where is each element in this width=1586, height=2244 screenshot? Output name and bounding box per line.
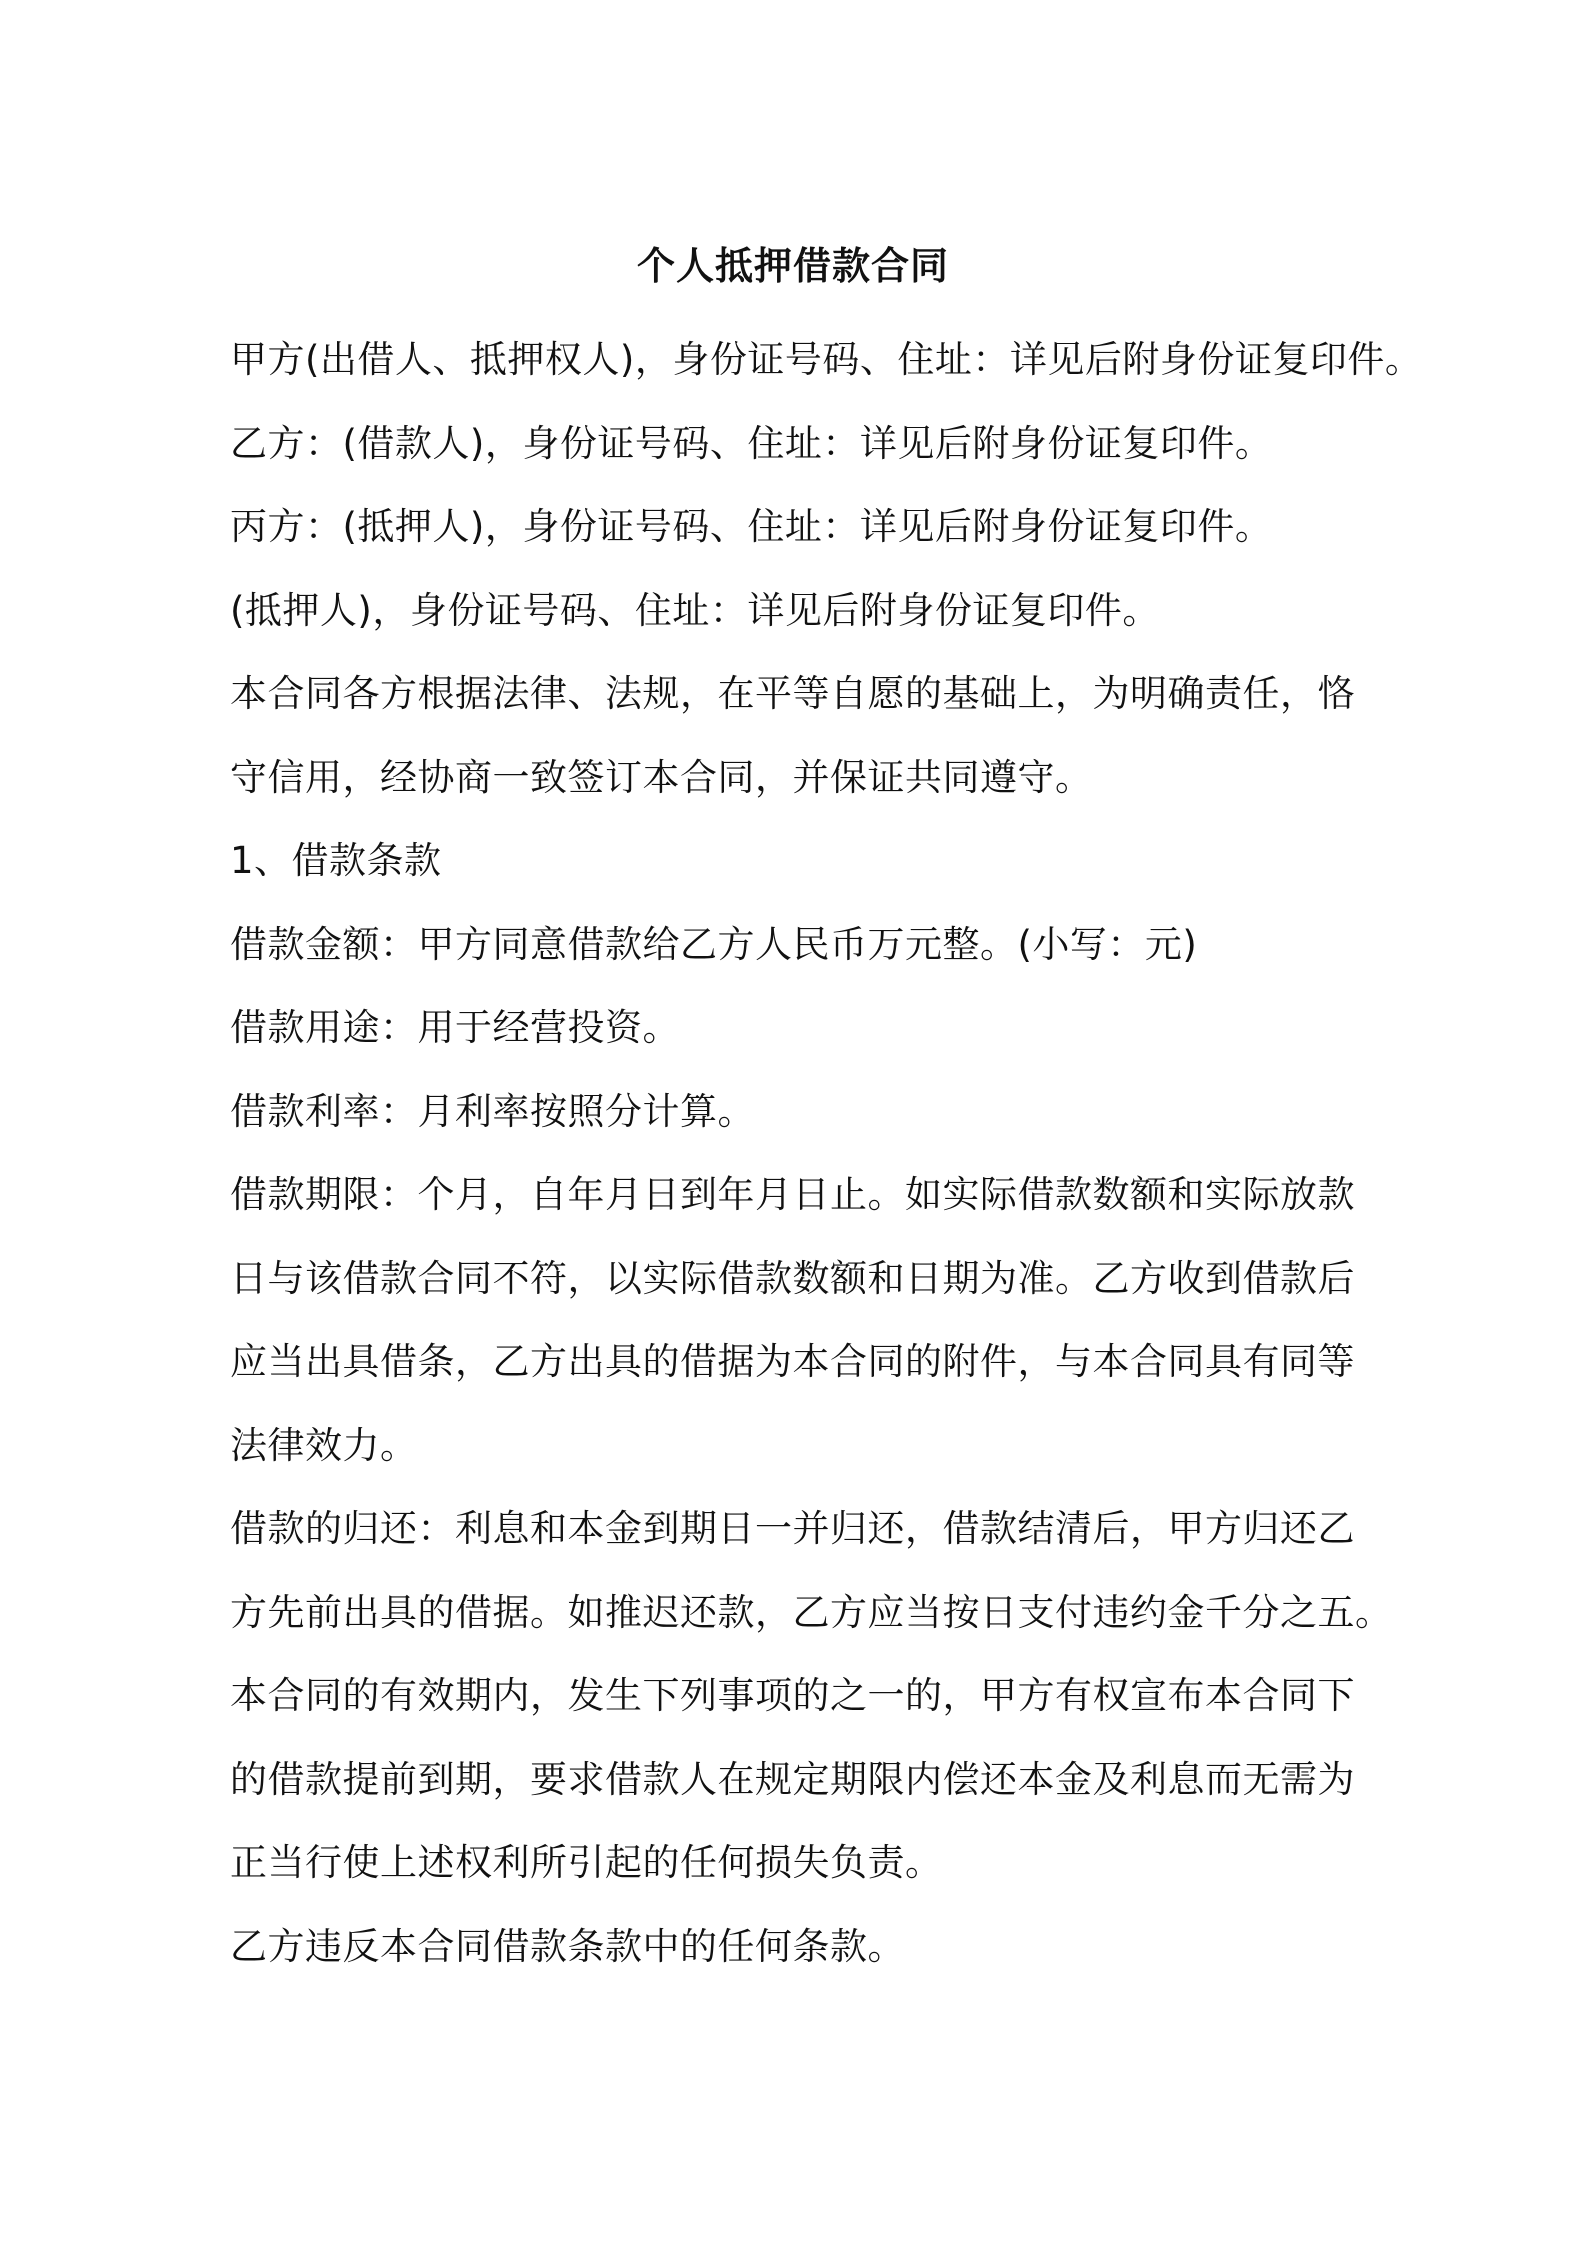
preamble-line-2: 守信用，经协商一致签订本合同，并保证共同遵守。 [230,755,1093,799]
loan-term-line-3: 应当出具借条，乙方出具的借据为本合同的附件，与本合同具有同等 [230,1340,1355,1383]
party-a-line: 甲方(出借人、抵押权人)，身份证号码、住址：详见后附身份证复印件。 [230,338,1423,381]
acceleration-line-3: 正当行使上述权利所引起的任何损失负责。 [230,1841,943,1884]
mortgagor-line: (抵押人)，身份证号码、住址：详见后附身份证复印件。 [230,588,1160,632]
loan-rate-line: 借款利率：月利率按照分计算。 [230,1089,755,1133]
loan-purpose-line: 借款用途：用于经营投资。 [230,1006,680,1049]
section-heading-loan-terms: 1、借款条款 [230,839,442,882]
breach-line: 乙方违反本合同借款条款中的任何条款。 [230,1924,905,1968]
acceleration-line-2: 的借款提前到期，要求借款人在规定期限内偿还本金及利息而无需为 [230,1757,1355,1801]
document-title: 个人抵押借款合同 [636,244,949,288]
repayment-line-2: 方先前出具的借据。如推迟还款，乙方应当按日支付违约金千分之五。 [230,1590,1393,1634]
party-c-line: 丙方：(抵押人)，身份证号码、住址：详见后附身份证复印件。 [230,505,1273,548]
loan-term-line-2: 日与该借款合同不符，以实际借款数额和日期为准。乙方收到借款后 [230,1256,1355,1300]
loan-term-line-4: 法律效力。 [230,1423,418,1467]
party-b-line: 乙方：(借款人)，身份证号码、住址：详见后附身份证复印件。 [230,421,1273,465]
loan-amount-line: 借款金额：甲方同意借款给乙方人民币万元整。(小写：元) [230,922,1198,966]
document-body [230,318,1423,1988]
preamble-line-1: 本合同各方根据法律、法规，在平等自愿的基础上，为明确责任，恪 [230,672,1355,715]
loan-term-line-1: 借款期限：个月，自年月日到年月日止。如实际借款数额和实际放款 [230,1173,1355,1216]
repayment-line-1: 借款的归还：利息和本金到期日一并归还，借款结清后，甲方归还乙 [230,1507,1355,1550]
acceleration-line-1: 本合同的有效期内，发生下列事项的之一的，甲方有权宣布本合同下 [230,1674,1355,1717]
